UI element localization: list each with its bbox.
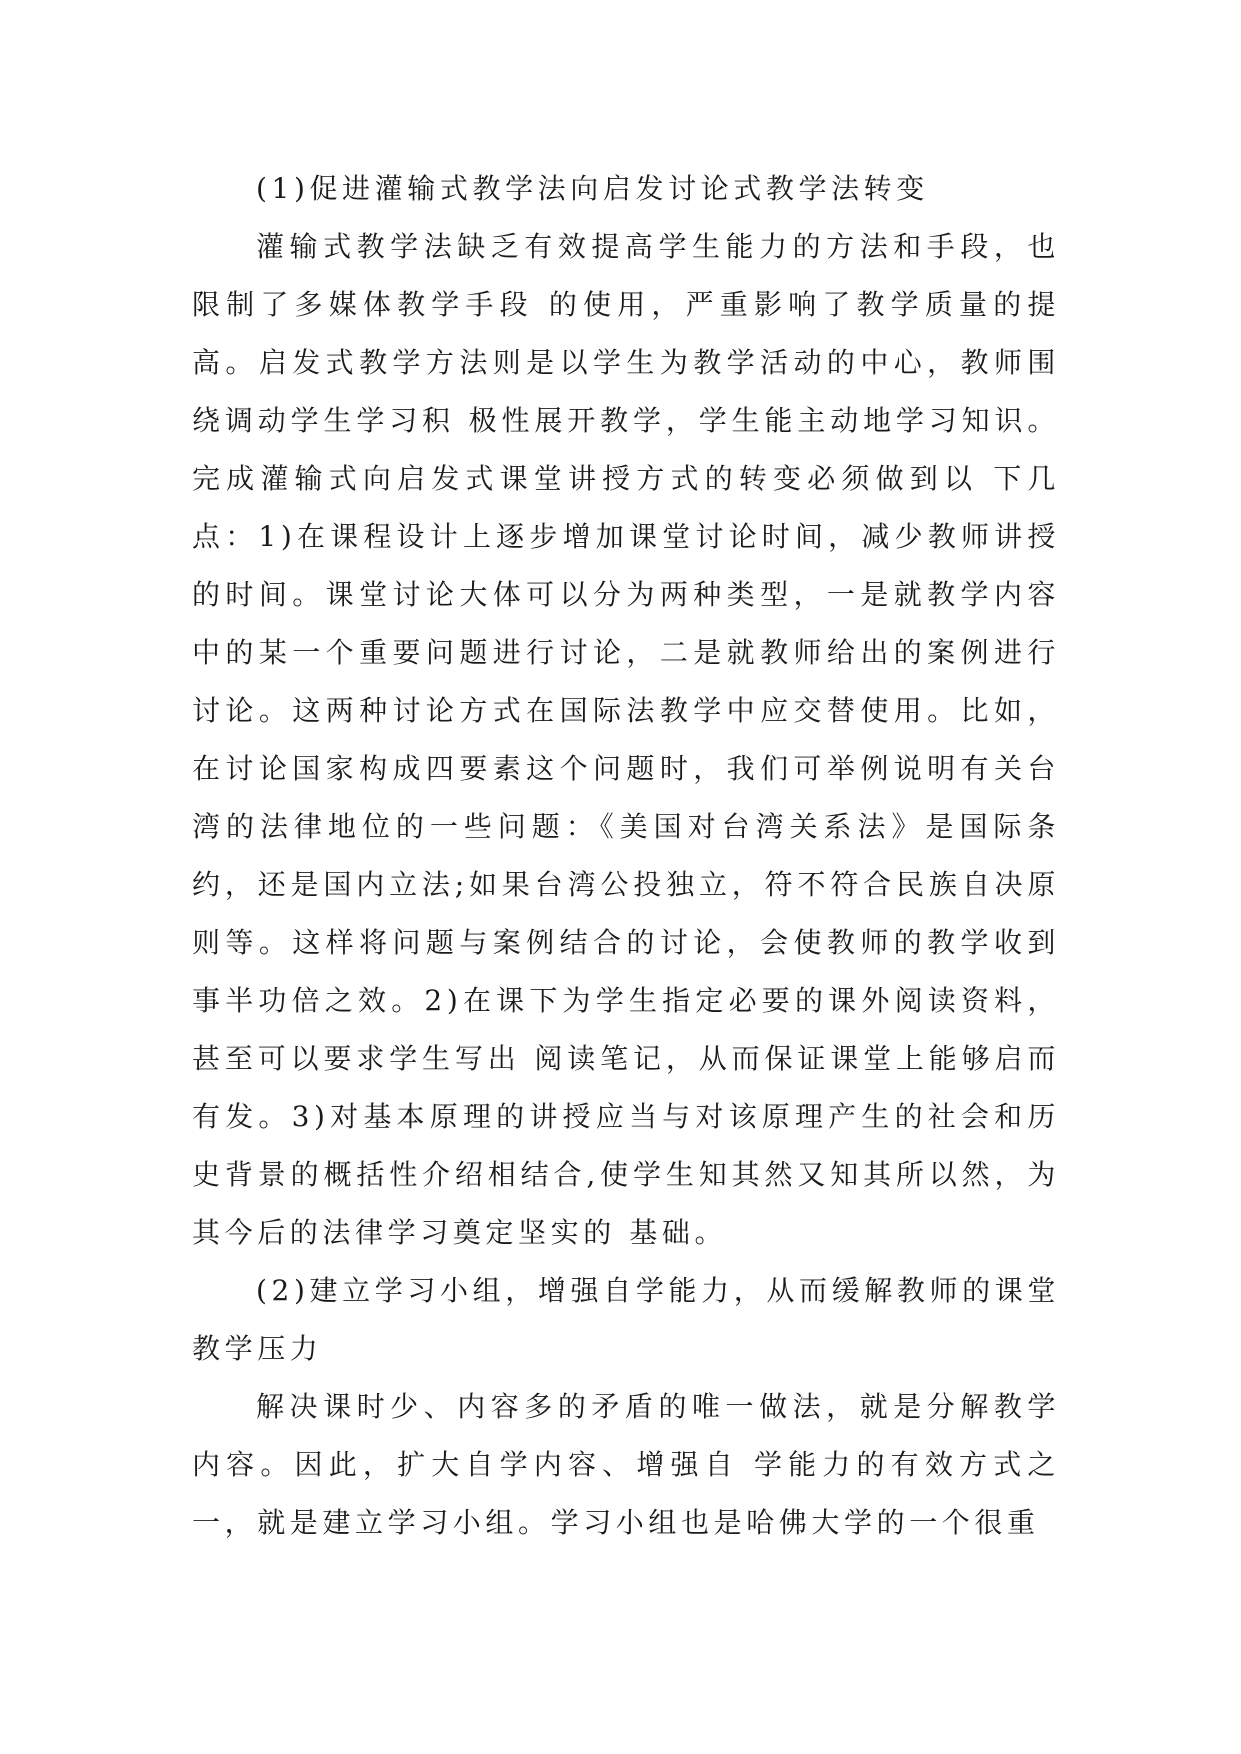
body-paragraph-2: 解决课时少、内容多的矛盾的唯一做法，就是分解教学内容。因此，扩大自学内容、增强自 学能力的有效方式之一，就是建立学习小组。学习小组也是哈佛大学的一个很重 bbox=[192, 1390, 1060, 1539]
body-paragraph-1: 灌输式教学法缺乏有效提高学生能力的方法和手段，也限制了多媒体教学手段 的使用，严重影响了教学质量的提高。启发式教学方法则是以学生为教学活动的中心，教师围绕调动学生学习积 极性展开教学，学生能主动地学习知识。完成灌输式向启发式课堂讲授方式的转变必须做到以 下几点：1)在课程设计上逐步增加课堂讨论时间，减少教师讲授的时间。课堂讨论大体可以分为两种类型，一是就教学内容中的某一个重要问题进行讨论，二是就教师给出的案例进行讨论。这两种讨论方式在国际法教学中应交替使用。比如，在讨论国家构成四要素这个问题时，我们可举例说明有关台湾的法律地位的一些问题：《美国对台湾关系法》是国际条约，还是国内立法;如果台湾公投独立，符不符合民族自决原则等。这样将问题与案例结合的讨论，会使教师的教学收到事半功倍之效。2)在课下为学生指定必要的课外阅读资料，甚至可以要求学生写出 阅读笔记，从而保证课堂上能够启而有发。3)对基本原理的讲授应当与对该原理产生的社会和历史背景的概括性介绍相结合,使学生知其然又知其所以然，为其今后的法律学习奠定坚实的 基础。 bbox=[192, 230, 1060, 1249]
section-heading-1: (1)促进灌输式教学法向启发讨论式教学法转变 bbox=[256, 172, 929, 205]
document-page bbox=[192, 160, 1060, 1552]
section-heading-2: (2)建立学习小组，增强自学能力，从而缓解教师的课堂教学压力 bbox=[192, 1274, 1060, 1365]
